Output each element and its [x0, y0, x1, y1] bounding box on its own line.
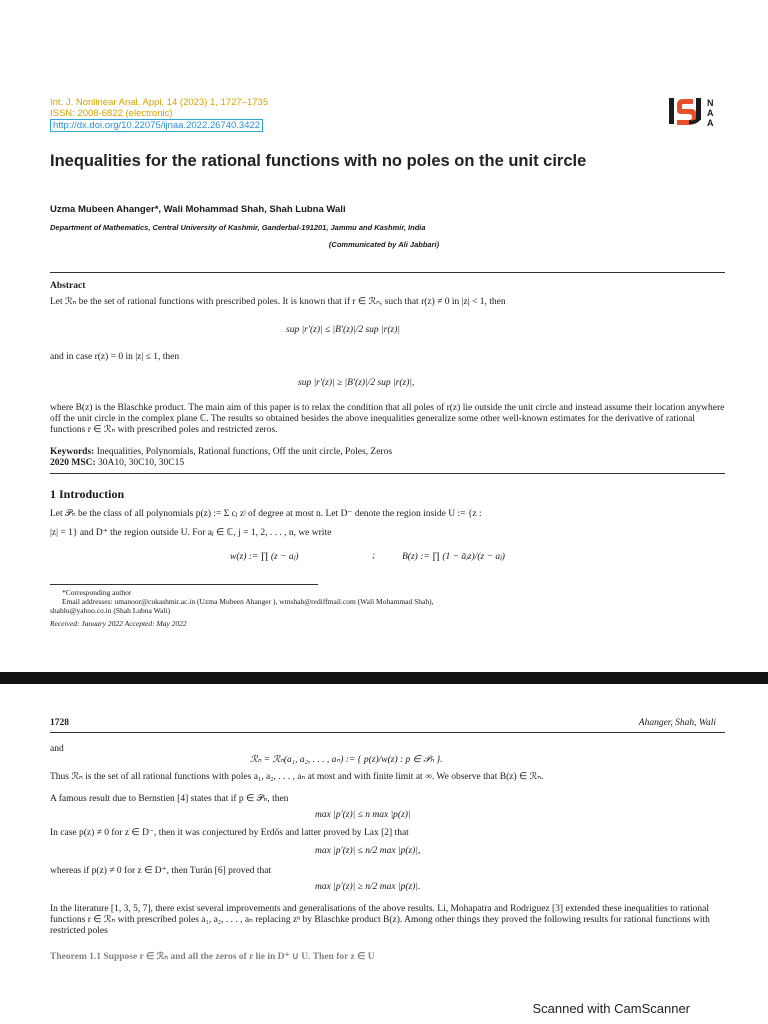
logo-letter-a2: A — [707, 118, 714, 128]
abstract-heading: Abstract — [50, 281, 86, 291]
keywords-line — [50, 447, 392, 458]
abstract-para-3: where B(z) is the Blaschke product. The main aim of this paper is to relax the condition that all poles of r(z) lie outside the unit circle and instead assume their location anywhere off the unit circle in the complex plane ℂ. The results so obtained besides the above inequalities generalize some other well-known estimates for the derivative of rational functions r ∈ ℛₙ with prescribed poles and restricted zeros. — [50, 403, 725, 435]
running-head: Ahanger, Shah, Wali — [638, 718, 716, 728]
intro-eq-separator: ; — [372, 551, 376, 561]
keywords-value: Inequalities, Polynomials, Rational functions, Off the unit circle, Poles, Zeros — [96, 447, 393, 457]
msc-line — [50, 458, 184, 469]
page-separator — [0, 672, 768, 684]
eq-bernstein: max |p′(z)| ≤ n max |p(z)| — [315, 810, 411, 820]
running-head-rule — [50, 732, 725, 733]
intro-para-1b: |z| = 1} and D⁺ the region outside U. For aⱼ ∈ ℂ, j = 1, 2, . . . , n, we write — [50, 528, 332, 538]
scanner-watermark: Scanned with CamScanner — [532, 1001, 690, 1016]
abstract-eq-1: sup |r′(z)| ≤ |B′(z)|/2 sup |r(z)| — [286, 325, 400, 335]
eq-rational-set: ℛₙ = ℛₙ(a₁, a₂, . . . , aₙ) := { p(z)/w(z) : p ∈ 𝒫ₙ }. — [250, 755, 443, 765]
abstract-top-rule — [50, 272, 725, 273]
page2-and: and — [50, 744, 64, 754]
page2-para-3: In case p(z) ≠ 0 for z ∈ D⁻, then it was conjectured by Erdős and latter proved by Lax [2] that — [50, 828, 409, 838]
page-2 — [0, 684, 768, 1024]
affiliation: Department of Mathematics, Central University of Kashmir, Ganderbal-191201, Jammu and Kashmir, India — [50, 223, 426, 232]
communicated-by: (Communicated by Ali Jabbari) — [328, 240, 440, 249]
journal-doi-link[interactable]: http://dx.doi.org/10.22075/ijnaa.2022.26740.3422 — [50, 119, 263, 132]
page2-para-1: Thus ℛₙ is the set of all rational functions with poles a₁, a₂, . . . , aₙ at most and with finite limit at ∞. We observe that B(z) ∈ ℛₙ. — [50, 772, 544, 782]
keywords-label: Keywords: — [50, 447, 95, 457]
page-number: 1728 — [50, 718, 69, 728]
footnote-emails-2: shahlu@yahoo.co.in (Shah Lubna Wali) — [50, 606, 171, 615]
msc-label: 2020 MSC: — [50, 458, 96, 468]
abstract-eq-2: sup |r′(z)| ≥ |B′(z)|/2 sup |r(z)|, — [298, 378, 415, 388]
journal-logo — [667, 95, 727, 129]
footnote-corresponding: *Corresponding author — [62, 588, 132, 597]
msc-value: 30A10, 30C10, 30C15 — [98, 458, 185, 468]
journal-issn: ISSN: 2008-6822 (electronic) — [50, 108, 173, 119]
eq-turan: max |p′(z)| ≥ n/2 max |p(z)|. — [315, 882, 421, 892]
journal-header — [50, 97, 268, 132]
page2-para-4: whereas if p(z) ≠ 0 for z ∈ D⁺, then Turán [6] proved that — [50, 866, 272, 876]
intro-eq-w: w(z) := ∏ (z − aⱼ) — [230, 552, 299, 562]
author-list: Uzma Mubeen Ahanger*, Wali Mohammad Shah, Shah Lubna Wali — [50, 204, 346, 215]
section-heading-introduction: 1 Introduction — [50, 487, 125, 501]
logo-letter-n: N — [707, 98, 714, 108]
journal-citation: Int. J. Nonlinear Anal. Appl. 14 (2023) 1, 1727–1735 — [50, 97, 269, 108]
page2-para-2: A famous result due to Bernstien [4] states that if p ∈ 𝒫ₙ, then — [50, 794, 289, 804]
intro-para-1a: Let 𝒫ₙ be the class of all polynomials p(z) := Σ cⱼ zʲ of degree at most n. Let D⁻ denote the region inside U := {z : — [50, 509, 482, 519]
footnote-rule — [50, 584, 318, 585]
eq-lax: max |p′(z)| ≤ n/2 max |p(z)|, — [315, 846, 421, 856]
abstract-para-2: and in case r(z) = 0 in |z| ≤ 1, then — [50, 352, 180, 362]
footnote-emails-1: Email addresses: umanoor@cukashmir.ac.in (Uzma Mubeen Ahanger ), wmshah@rediffmail.com (Wali Mohammad Shah), — [62, 597, 434, 606]
paper-title: Inequalities for the rational functions with no poles on the unit circle — [50, 152, 587, 170]
intro-eq-blaschke: B(z) := ∏ (1 − āⱼz)/(z − aⱼ) — [402, 552, 505, 562]
abstract-bottom-rule — [50, 473, 725, 474]
page2-para-6-cutoff: Theorem 1.1 Suppose r ∈ ℛₙ and all the zeros of r lie in D⁺ ∪ U. Then for z ∈ U — [50, 952, 375, 962]
page2-para-5: In the literature [1, 3, 5, 7], there exist several improvements and generalisations of the above results. Li, Mohapatra and Rodriguez [3] extended these inequalities to rational functions r ∈ ℛₙ with prescribed poles a₁, a₂, . . . , aₙ replacing zⁿ by Blaschke product B(z). Among other things they proved the following results for rational functions with restricted poles — [50, 904, 710, 936]
logo-letter-a1: A — [707, 108, 714, 118]
abstract-para-1: Let ℛₙ be the set of rational functions with prescribed poles. It is known that if r ∈ ℛₙ, such that r(z) ≠ 0 in |z| < 1, then — [50, 297, 506, 307]
footnote-dates: Received: January 2022 Accepted: May 2022 — [50, 619, 187, 628]
